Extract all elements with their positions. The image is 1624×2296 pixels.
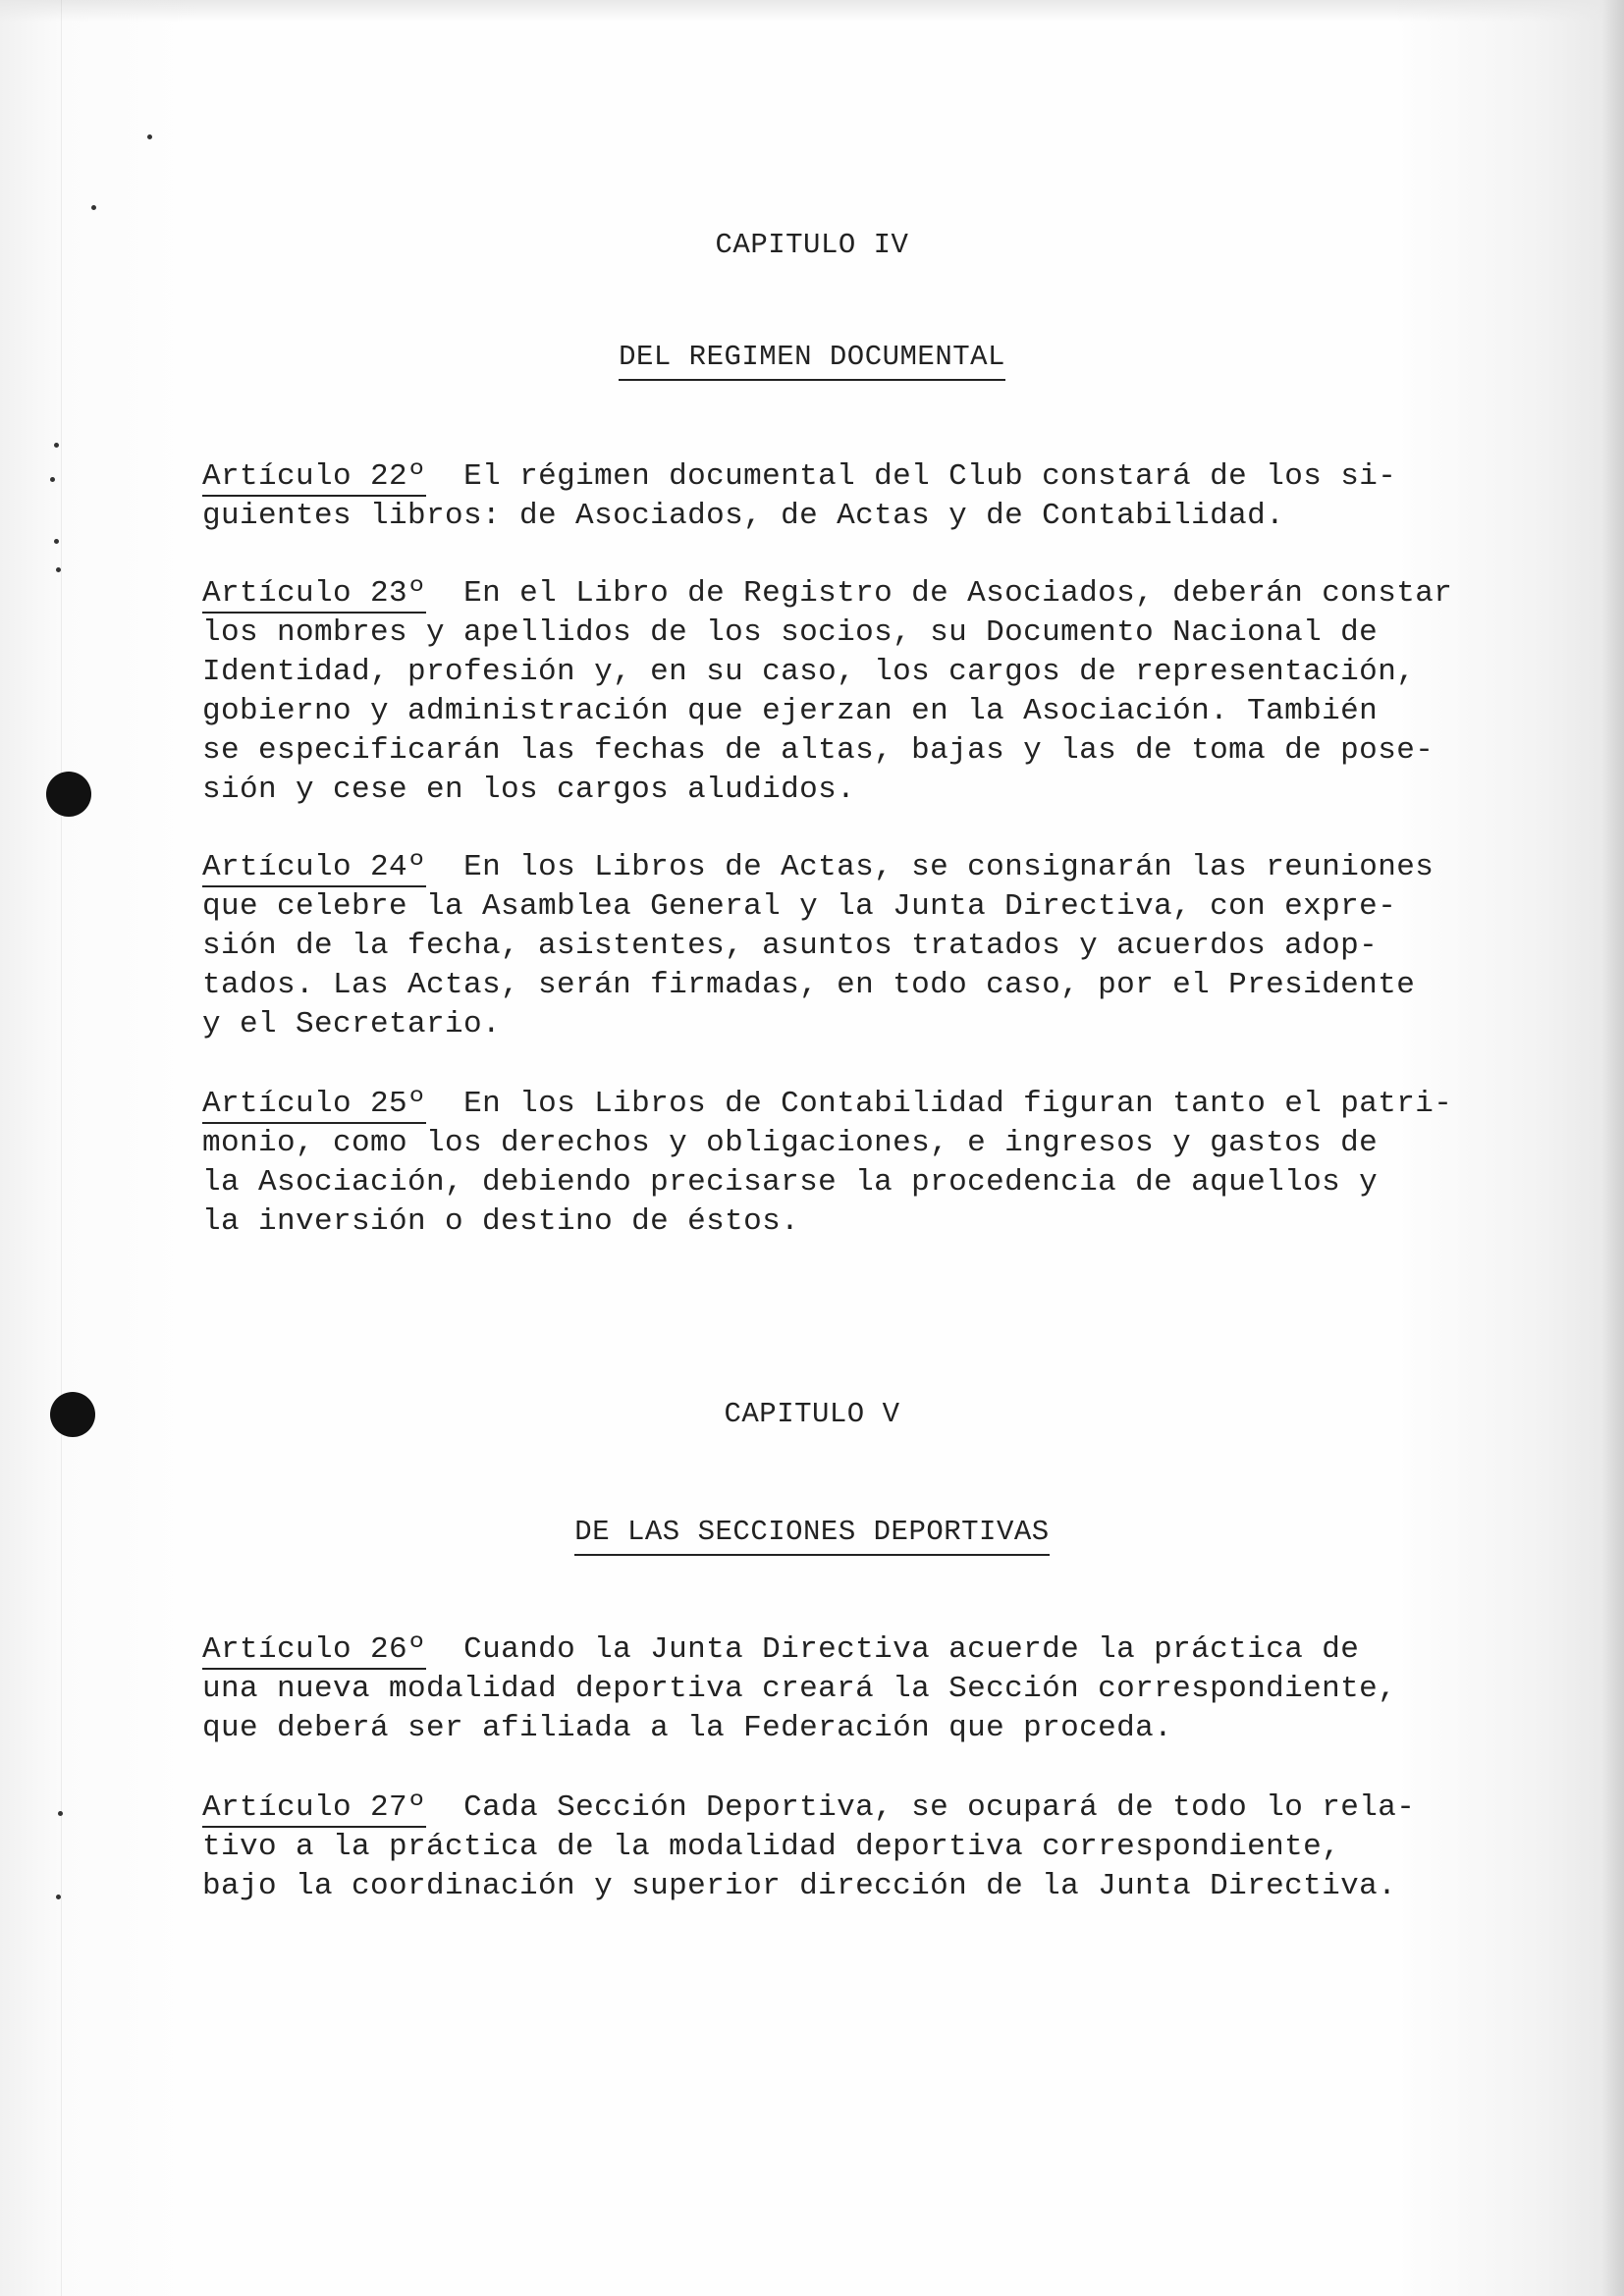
article-26-label: Artículo 26º: [202, 1632, 426, 1670]
chapter-iv-subtitle: DEL REGIMEN DOCUMENTAL: [0, 338, 1624, 381]
article-22-label: Artículo 22º: [202, 459, 426, 497]
article-25: Artículo 25º En los Libros de Contabilidad figuran tanto el patri- monio, como los derechos y obligaciones, e ingresos y gastos de la Asociación, debiendo precisarse la procedencia de aquellos y la inversión o destino de éstos.: [202, 1087, 1453, 1239]
scan-speck: [50, 477, 55, 482]
scan-speck: [54, 539, 59, 544]
scan-speck: [91, 205, 96, 210]
scan-speck: [54, 443, 59, 448]
article-24-label: Artículo 24º: [202, 850, 426, 887]
chapter-v-subtitle: DE LAS SECCIONES DEPORTIVAS: [0, 1513, 1624, 1556]
scan-speck: [147, 134, 152, 139]
punch-hole-top: [46, 772, 91, 817]
chapter-v-title: CAPITULO V: [724, 1398, 900, 1430]
article-27: Artículo 27º Cada Sección Deportiva, se ocupará de todo lo rela- tivo a la práctica de la modalidad deportiva correspondiente, bajo la coordinación y superior dirección de la Junta Directiva.: [202, 1790, 1416, 1903]
article-22: Artículo 22º El régimen documental del Club constará de los si- guientes libros: de Asociados, de Actas y de Contabilidad.: [202, 459, 1397, 533]
article-26: Artículo 26º Cuando la Junta Directiva acuerde la práctica de una nueva modalidad deportiva creará la Sección correspondiente, que deberá ser afiliada a la Federación que proceda.: [202, 1632, 1397, 1745]
chapter-iv-title: CAPITULO IV: [715, 229, 909, 261]
article-24: Artículo 24º En los Libros de Actas, se consignarán las reuniones que celebre la Asamblea General y la Junta Directiva, con expre- sión de la fecha, asistentes, asuntos tratados y acuerdos adop- tados. Las Actas, serán firmadas, en todo caso, por el Presidente y el Secretario.: [202, 850, 1435, 1041]
scan-speck: [56, 567, 61, 572]
article-23: Artículo 23º En el Libro de Registro de Asociados, deberán constar los nombres y apellidos de los socios, su Documento Nacional de Identidad, profesión y, en su caso, los cargos de representación, gobierno y administración que ejerzan en la Asociación. También se especificarán las fechas de altas, bajas y las de toma de pose- sión y cese en los cargos aludidos.: [202, 576, 1453, 807]
article-25-label: Artículo 25º: [202, 1087, 426, 1124]
scan-edge-top: [0, 0, 1624, 22]
scan-speck: [56, 1895, 61, 1899]
scan-speck: [58, 1811, 63, 1816]
article-27-label: Artículo 27º: [202, 1790, 426, 1828]
article-23-label: Artículo 23º: [202, 576, 426, 614]
